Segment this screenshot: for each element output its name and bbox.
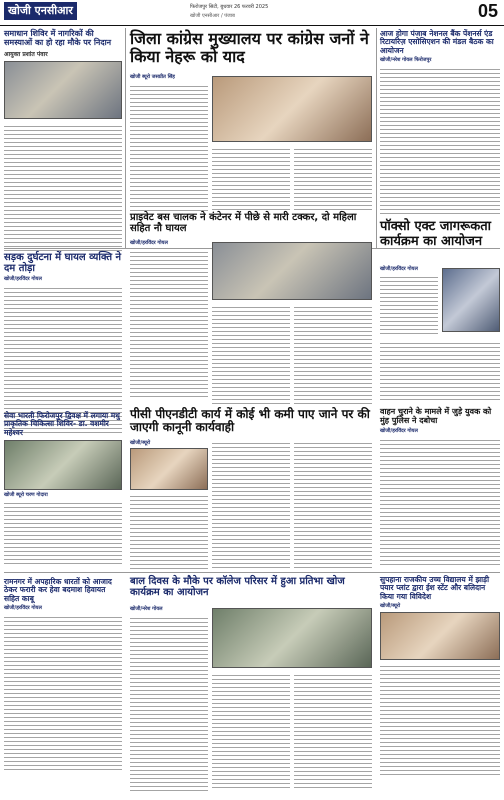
column-rule: [376, 28, 377, 248]
body-text: [4, 123, 122, 251]
headline: सुपहाना राजकीय उच्च विद्यालय में झाड़ी पयार प्लांट द्वारा ईश स्टेंट और बलिदान किया गया विविदेश: [380, 575, 490, 601]
headline: वाहन चुराने के मामले में जुड़े युवक को मुंह पुलिस ने दबोचा: [380, 407, 492, 425]
story-photo: [212, 608, 372, 668]
story-ramnagar: [4, 578, 122, 770]
headline: सेवा भारती फिरोजपुर द्विवक्ष में लगाया मधु प्राकृतिक चिकित्सा शिविर- डा. वशमीर महेश्वर: [4, 411, 120, 437]
body-text: [130, 249, 208, 399]
story-pnb-pensioners: [380, 30, 500, 216]
story-bus-accident-body-1: [130, 240, 208, 399]
byline: खोजी/हरविंदर गोयल: [4, 276, 42, 283]
story-photo: [130, 448, 208, 490]
newspaper-logo: खोजी एनसीआर: [4, 2, 77, 20]
story-road-accident: [4, 252, 122, 433]
story-photo: [212, 76, 372, 142]
story-bus-accident: [130, 212, 372, 234]
story-bal-diwas-body: [130, 606, 208, 791]
body-text: [294, 146, 372, 210]
headline: बाल दिवस के मौके पर कॉलेज परिसर में हुआ प्रतिभा खोज कार्यक्रम का आयोजन: [130, 576, 345, 599]
body-text: [130, 493, 208, 569]
story-samadhan-shivir: [4, 30, 122, 251]
body-text: [212, 672, 290, 788]
body-text: [212, 440, 290, 568]
story-pcpndt-body: [130, 440, 208, 569]
byline: खोजी/ब्यूरो: [380, 603, 401, 610]
byline: खोजी/नरेश गोयल फिरोजपुर: [380, 57, 432, 64]
body-text: [4, 614, 122, 770]
section-rule: [4, 572, 500, 573]
body-text: [294, 440, 372, 568]
story-school-event: [380, 576, 500, 775]
body-text: [294, 304, 372, 404]
story-bal-diwas: [130, 576, 372, 598]
story-photo: [212, 242, 372, 300]
story-pocso-awareness: [380, 220, 500, 249]
masthead: [0, 0, 504, 26]
byline: खोजी ब्यूरो चरण गोदारा: [4, 492, 48, 499]
body-text: [380, 340, 500, 400]
body-text: [380, 663, 500, 775]
body-text: [380, 437, 500, 565]
story-photo: [380, 612, 500, 660]
headline: पॉक्सो एक्ट जागरूकता कार्यक्रम का आयोजन: [380, 219, 491, 249]
headline: सड़क दुर्घटना में घायल व्यक्ति ने दम तोड़ा: [4, 252, 122, 275]
byline: खोजी/नरेश गोयल: [130, 606, 163, 612]
story-congress-nehru: [130, 30, 372, 66]
body-text: [380, 66, 500, 216]
headline: आज होगा पंजाब नेशनल बैंक पेंशनर्स एंड रिटायरिज़ एसोसिएशन की मंडल बैठक का आयोजन: [380, 29, 494, 55]
byline: खोजी/ब्यूरो: [130, 440, 151, 446]
subheadline: आयुक्त प्रशांत पंवार: [4, 50, 48, 58]
byline: खोजी/हरविंदर गोयल: [4, 605, 42, 612]
story-pocso-body: [380, 266, 438, 334]
headline: पीसी पीएनडीटी कार्य में कोई भी कमी पाए जाने पर की जाएगी कानूनी कार्यवाही: [130, 407, 370, 435]
dateline: फिरोजपुर सिटी, बुधवार 26 फरवरी 2025: [190, 4, 269, 10]
body-text: [130, 615, 208, 791]
headline: रामनगर में अपहारिक धारतों को आजाद ठेकर फरारी कर हेवा बदमाश हिवायत सहित काबू: [4, 577, 112, 603]
edition-label: खोजी एनसीआर / पंजाब: [190, 13, 235, 19]
story-photo: [4, 61, 122, 119]
column-rule: [125, 28, 126, 248]
body-text: [4, 500, 122, 566]
byline: खोजी/हरविंदर गोयल: [380, 427, 418, 434]
body-text: [212, 146, 290, 210]
body-text: [212, 304, 290, 404]
story-photo: [4, 440, 122, 490]
byline: खोजी ब्यूरो जसप्रीत सिंह: [130, 74, 175, 80]
body-text: [294, 672, 372, 788]
byline: खोजी/हरविंदर गोयल: [380, 266, 418, 272]
story-vehicle-theft: [380, 408, 500, 565]
story-pcpndt: [130, 408, 372, 435]
story-sewa-bharti: [4, 412, 122, 566]
headline: समाधान शिविर में नागरिकों की समस्याओं का हो रहा मौके पर निदान: [4, 29, 112, 47]
body-text: [130, 83, 208, 211]
body-text: [380, 274, 438, 334]
headline: जिला कांग्रेस मुख्यालय पर कांग्रेस जनों ने किया नेहरू को याद: [130, 29, 369, 66]
story-congress-nehru-body: [130, 74, 208, 211]
page-number: 05: [477, 1, 498, 21]
story-photo: [442, 268, 500, 332]
headline: प्राइवेट बस चालक ने कंटेनर में पीछे से मारी टक्कर, दो महिला सहित नौ घायल: [130, 212, 357, 235]
byline: खोजी/हरविंदर गोयल: [130, 240, 168, 246]
